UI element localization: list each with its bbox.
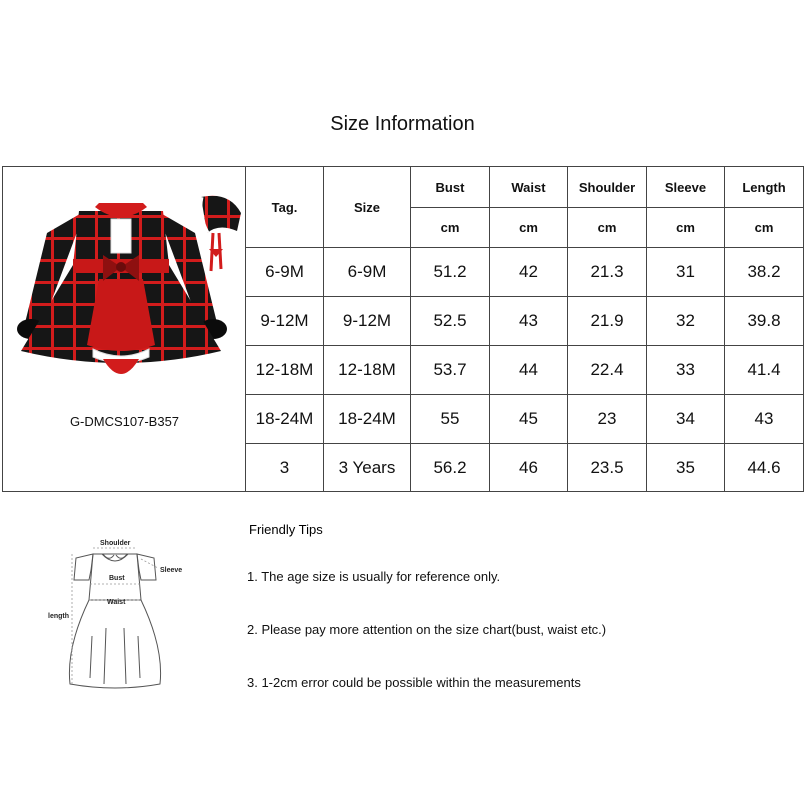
cell-length: 41.4 <box>725 346 804 395</box>
product-code: G-DMCS107-B357 <box>69 414 180 429</box>
cell-bust: 55 <box>411 395 490 444</box>
product-cell <box>3 167 246 492</box>
cell-waist: 45 <box>490 395 568 444</box>
cell-bust: 52.5 <box>411 297 490 346</box>
cell-sleeve: 35 <box>647 444 725 492</box>
cell-size: 18-24M <box>324 395 411 444</box>
unit-cell: cm <box>568 208 647 248</box>
header-bust: Bust <box>411 167 490 208</box>
cell-length: 43 <box>725 395 804 444</box>
tip-item: 1. The age size is usually for reference only. <box>247 569 501 584</box>
cell-length: 44.6 <box>725 444 804 492</box>
header-sleeve: Sleeve <box>647 167 725 208</box>
cell-bust: 51.2 <box>411 248 490 297</box>
cell-size: 6-9M <box>324 248 411 297</box>
unit-cell: cm <box>490 208 568 248</box>
cell-waist: 43 <box>490 297 568 346</box>
cell-sleeve: 34 <box>647 395 725 444</box>
cell-tag: 12-18M <box>246 346 324 395</box>
cell-size: 9-12M <box>324 297 411 346</box>
measurement-diagram <box>40 532 190 702</box>
header-waist: Waist <box>490 167 568 208</box>
cell-sleeve: 31 <box>647 248 725 297</box>
diagram-label-length: length <box>48 613 69 620</box>
cell-length: 39.8 <box>725 297 804 346</box>
cell-waist: 42 <box>490 248 568 297</box>
cell-tag: 6-9M <box>246 248 324 297</box>
cell-shoulder: 23.5 <box>568 444 647 492</box>
cell-waist: 44 <box>490 346 568 395</box>
cell-shoulder: 21.3 <box>568 248 647 297</box>
cell-shoulder: 21.9 <box>568 297 647 346</box>
page-title: Size Information <box>330 113 475 135</box>
header-shoulder: Shoulder <box>568 167 647 208</box>
cell-bust: 56.2 <box>411 444 490 492</box>
diagram-label-waist: Waist <box>107 599 126 606</box>
cell-sleeve: 33 <box>647 346 725 395</box>
header-tag: Tag. <box>246 167 324 248</box>
cell-size: 12-18M <box>324 346 411 395</box>
cell-tag: 9-12M <box>246 297 324 346</box>
header-size: Size <box>324 167 411 248</box>
tips-title: Friendly Tips <box>249 522 323 537</box>
cell-shoulder: 23 <box>568 395 647 444</box>
cell-tag: 3 <box>246 444 324 492</box>
unit-cell: cm <box>725 208 804 248</box>
cell-bust: 53.7 <box>411 346 490 395</box>
header-length: Length <box>725 167 804 208</box>
unit-cell: cm <box>411 208 490 248</box>
tip-item: 3. 1-2cm error could be possible within the measurements <box>247 675 581 690</box>
cell-shoulder: 22.4 <box>568 346 647 395</box>
cell-tag: 18-24M <box>246 395 324 444</box>
tip-item: 2. Please pay more attention on the size chart(bust, waist etc.) <box>247 622 607 637</box>
product-image <box>7 193 243 393</box>
cell-length: 38.2 <box>725 248 804 297</box>
diagram-label-sleeve: Sleeve <box>160 567 183 574</box>
cell-size: 3 Years <box>324 444 411 492</box>
cell-waist: 46 <box>490 444 568 492</box>
size-table <box>2 166 804 492</box>
cell-sleeve: 32 <box>647 297 725 346</box>
unit-cell: cm <box>647 208 725 248</box>
diagram-label-bust: Bust <box>109 575 125 582</box>
diagram-label-shoulder: Shoulder <box>100 540 131 547</box>
